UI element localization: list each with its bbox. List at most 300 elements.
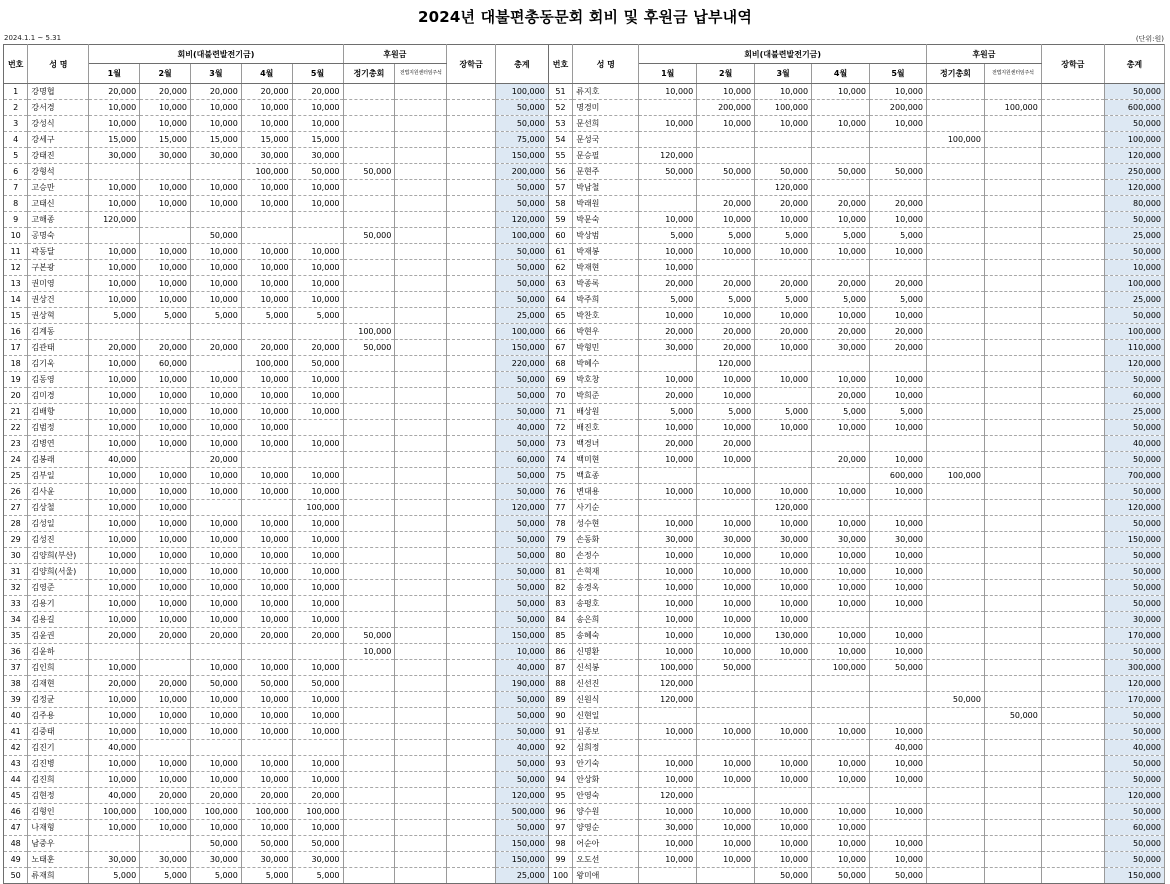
- month-amount: 10,000: [697, 580, 755, 596]
- row-total: 60,000: [1104, 388, 1164, 404]
- member-name: 손동화: [573, 532, 639, 548]
- month-amount: 10,000: [292, 180, 343, 196]
- scholarship-amount: [1041, 628, 1104, 644]
- row-total: 50,000: [495, 260, 548, 276]
- member-name: 박형민: [573, 340, 639, 356]
- row-total: 50,000: [495, 580, 548, 596]
- month-amount: [870, 788, 927, 804]
- month-amount: [870, 148, 927, 164]
- scholarship-amount: [447, 548, 496, 564]
- row-total: 50,000: [1104, 724, 1164, 740]
- scholarship-amount: [447, 484, 496, 500]
- month-amount: [89, 324, 140, 340]
- center-donation: [984, 852, 1041, 868]
- center-donation: [984, 132, 1041, 148]
- month-amount: [697, 260, 755, 276]
- center-donation: [395, 596, 447, 612]
- month-amount: [812, 612, 870, 628]
- month-amount: 100,000: [241, 356, 292, 372]
- center-donation: [984, 660, 1041, 676]
- center-donation: [984, 468, 1041, 484]
- center-donation: [395, 292, 447, 308]
- scholarship-amount: [1041, 180, 1104, 196]
- month-amount: 5,000: [870, 292, 927, 308]
- month-amount: 20,000: [812, 452, 870, 468]
- member-name: 안상화: [573, 772, 639, 788]
- month-amount: [812, 692, 870, 708]
- month-amount: 120,000: [755, 500, 812, 516]
- month-amount: 10,000: [697, 756, 755, 772]
- row-total: 25,000: [1104, 228, 1164, 244]
- center-donation: [395, 148, 447, 164]
- scholarship-amount: [447, 196, 496, 212]
- month-amount: 50,000: [191, 836, 242, 852]
- regular-donation: [343, 612, 395, 628]
- month-amount: [755, 260, 812, 276]
- month-amount: 5,000: [697, 404, 755, 420]
- month-amount: 130,000: [755, 628, 812, 644]
- month-amount: 10,000: [140, 580, 191, 596]
- month-amount: 30,000: [870, 532, 927, 548]
- month-amount: 10,000: [140, 692, 191, 708]
- month-amount: 10,000: [89, 500, 140, 516]
- row-total: 150,000: [1104, 532, 1164, 548]
- row-number: 19: [4, 372, 28, 388]
- month-amount: 10,000: [639, 308, 697, 324]
- scholarship-amount: [447, 708, 496, 724]
- center-donation: [395, 852, 447, 868]
- month-amount: 30,000: [241, 148, 292, 164]
- center-donation: [984, 532, 1041, 548]
- month-amount: 10,000: [697, 420, 755, 436]
- row-number: 93: [548, 756, 572, 772]
- month-amount: 10,000: [639, 644, 697, 660]
- row-total: 50,000: [1104, 836, 1164, 852]
- month-amount: 10,000: [870, 836, 927, 852]
- regular-donation: [343, 356, 395, 372]
- center-donation: [984, 148, 1041, 164]
- row-total: 100,000: [1104, 324, 1164, 340]
- header-scholarship: 장학금: [1041, 45, 1104, 84]
- scholarship-amount: [447, 580, 496, 596]
- month-amount: 10,000: [241, 196, 292, 212]
- month-amount: 100,000: [755, 100, 812, 116]
- row-total: 50,000: [495, 372, 548, 388]
- regular-donation: [926, 580, 984, 596]
- regular-donation: 50,000: [926, 692, 984, 708]
- month-amount: 5,000: [191, 308, 242, 324]
- row-total: 50,000: [495, 564, 548, 580]
- month-amount: 10,000: [755, 612, 812, 628]
- table-row: [4, 564, 1165, 580]
- regular-donation: 50,000: [343, 228, 395, 244]
- member-name: 나재형: [28, 820, 89, 836]
- header-dues: 회비(대불련발전기금): [639, 45, 927, 64]
- scholarship-amount: [447, 500, 496, 516]
- member-name: 김사윤: [28, 484, 89, 500]
- row-number: 33: [4, 596, 28, 612]
- regular-donation: [343, 388, 395, 404]
- scholarship-amount: [447, 148, 496, 164]
- row-total: 50,000: [1104, 644, 1164, 660]
- month-amount: 10,000: [755, 564, 812, 580]
- header-month: 1월: [639, 64, 697, 84]
- scholarship-amount: [1041, 836, 1104, 852]
- header-name: 성 명: [573, 45, 639, 84]
- month-amount: 5,000: [292, 868, 343, 884]
- month-amount: 10,000: [89, 708, 140, 724]
- month-amount: 5,000: [755, 404, 812, 420]
- scholarship-amount: [447, 324, 496, 340]
- month-amount: 10,000: [140, 612, 191, 628]
- center-donation: [395, 820, 447, 836]
- row-total: 50,000: [495, 292, 548, 308]
- row-total: 10,000: [495, 644, 548, 660]
- member-name: 송혜숙: [573, 628, 639, 644]
- row-number: 86: [548, 644, 572, 660]
- month-amount: 20,000: [89, 84, 140, 100]
- row-number: 13: [4, 276, 28, 292]
- month-amount: 10,000: [89, 724, 140, 740]
- regular-donation: 50,000: [343, 628, 395, 644]
- row-total: 50,000: [495, 404, 548, 420]
- row-total: 50,000: [1104, 116, 1164, 132]
- month-amount: 10,000: [870, 420, 927, 436]
- scholarship-amount: [1041, 84, 1104, 100]
- month-amount: 10,000: [755, 516, 812, 532]
- regular-donation: 10,000: [343, 644, 395, 660]
- month-amount: 10,000: [639, 596, 697, 612]
- month-amount: 120,000: [89, 212, 140, 228]
- member-name: 김기욱: [28, 356, 89, 372]
- scholarship-amount: [447, 676, 496, 692]
- center-donation: [395, 660, 447, 676]
- scholarship-amount: [1041, 324, 1104, 340]
- month-amount: 10,000: [697, 212, 755, 228]
- row-number: 11: [4, 244, 28, 260]
- row-total: 300,000: [1104, 660, 1164, 676]
- month-amount: 10,000: [812, 244, 870, 260]
- row-total: 50,000: [1104, 564, 1164, 580]
- month-amount: 20,000: [292, 340, 343, 356]
- member-name: 신현일: [573, 708, 639, 724]
- regular-donation: [926, 212, 984, 228]
- month-amount: 10,000: [140, 756, 191, 772]
- month-amount: 10,000: [812, 484, 870, 500]
- member-name: 김용길: [28, 612, 89, 628]
- row-number: 23: [4, 436, 28, 452]
- month-amount: 10,000: [870, 724, 927, 740]
- regular-donation: [343, 212, 395, 228]
- month-amount: 10,000: [755, 596, 812, 612]
- month-amount: 50,000: [870, 164, 927, 180]
- member-name: 송평호: [573, 596, 639, 612]
- row-number: 12: [4, 260, 28, 276]
- row-number: 48: [4, 836, 28, 852]
- row-number: 15: [4, 308, 28, 324]
- row-number: 54: [548, 132, 572, 148]
- month-amount: 10,000: [697, 804, 755, 820]
- month-amount: [697, 788, 755, 804]
- month-amount: [639, 468, 697, 484]
- scholarship-amount: [447, 868, 496, 884]
- center-donation: [984, 116, 1041, 132]
- table-row: [4, 516, 1165, 532]
- scholarship-amount: [1041, 820, 1104, 836]
- month-amount: 10,000: [241, 372, 292, 388]
- row-total: 200,000: [495, 164, 548, 180]
- center-donation: [395, 388, 447, 404]
- regular-donation: [343, 836, 395, 852]
- row-number: 72: [548, 420, 572, 436]
- month-amount: 50,000: [812, 164, 870, 180]
- member-name: 류재희: [28, 868, 89, 884]
- member-name: 신석봉: [573, 660, 639, 676]
- member-name: 심희정: [573, 740, 639, 756]
- center-donation: [984, 420, 1041, 436]
- row-total: 50,000: [495, 724, 548, 740]
- month-amount: 10,000: [241, 820, 292, 836]
- month-amount: 10,000: [639, 628, 697, 644]
- month-amount: 10,000: [697, 388, 755, 404]
- center-donation: [984, 756, 1041, 772]
- row-number: 74: [548, 452, 572, 468]
- month-amount: [812, 468, 870, 484]
- unit-label: (단위:원): [1135, 35, 1164, 43]
- month-amount: 10,000: [191, 580, 242, 596]
- member-name: 송은희: [573, 612, 639, 628]
- month-amount: 120,000: [755, 180, 812, 196]
- row-total: 50,000: [495, 100, 548, 116]
- center-donation: [395, 212, 447, 228]
- month-amount: 10,000: [812, 372, 870, 388]
- month-amount: 10,000: [639, 116, 697, 132]
- row-number: 2: [4, 100, 28, 116]
- table-row: [4, 100, 1165, 116]
- month-amount: [191, 500, 242, 516]
- table-row: [4, 820, 1165, 836]
- scholarship-amount: [1041, 244, 1104, 260]
- row-number: 83: [548, 596, 572, 612]
- month-amount: 10,000: [191, 100, 242, 116]
- row-total: 60,000: [495, 452, 548, 468]
- month-amount: 20,000: [639, 436, 697, 452]
- row-total: 50,000: [1104, 484, 1164, 500]
- month-amount: 15,000: [140, 132, 191, 148]
- center-donation: [395, 196, 447, 212]
- month-amount: 10,000: [292, 548, 343, 564]
- regular-donation: [343, 452, 395, 468]
- month-amount: 10,000: [292, 436, 343, 452]
- row-number: 62: [548, 260, 572, 276]
- row-number: 69: [548, 372, 572, 388]
- month-amount: 20,000: [191, 788, 242, 804]
- month-amount: 10,000: [755, 852, 812, 868]
- month-amount: 10,000: [89, 772, 140, 788]
- header-center: 전법지원센터임주석: [395, 64, 447, 84]
- month-amount: [89, 644, 140, 660]
- month-amount: [870, 708, 927, 724]
- month-amount: [697, 868, 755, 884]
- month-amount: 10,000: [292, 532, 343, 548]
- month-amount: 10,000: [140, 548, 191, 564]
- scholarship-amount: [1041, 148, 1104, 164]
- row-number: 80: [548, 548, 572, 564]
- month-amount: 120,000: [639, 788, 697, 804]
- scholarship-amount: [447, 612, 496, 628]
- month-amount: 10,000: [140, 260, 191, 276]
- month-amount: 10,000: [755, 548, 812, 564]
- row-number: 56: [548, 164, 572, 180]
- member-name: 배진호: [573, 420, 639, 436]
- header-regular: 정기총회: [926, 64, 984, 84]
- member-name: 김인희: [28, 660, 89, 676]
- scholarship-amount: [447, 740, 496, 756]
- center-donation: [984, 804, 1041, 820]
- month-amount: [639, 356, 697, 372]
- row-total: 170,000: [1104, 692, 1164, 708]
- month-amount: 5,000: [191, 868, 242, 884]
- month-amount: 10,000: [697, 372, 755, 388]
- regular-donation: [343, 244, 395, 260]
- regular-donation: [343, 724, 395, 740]
- member-name: 박종록: [573, 276, 639, 292]
- month-amount: 50,000: [870, 660, 927, 676]
- table-row: [4, 84, 1165, 100]
- scholarship-amount: [1041, 436, 1104, 452]
- header-no: 번호: [548, 45, 572, 84]
- month-amount: 10,000: [89, 116, 140, 132]
- month-amount: 30,000: [191, 148, 242, 164]
- center-donation: [984, 676, 1041, 692]
- month-amount: 10,000: [812, 84, 870, 100]
- row-total: 50,000: [1104, 420, 1164, 436]
- scholarship-amount: [447, 228, 496, 244]
- month-amount: 10,000: [191, 196, 242, 212]
- scholarship-amount: [447, 516, 496, 532]
- month-amount: 10,000: [89, 564, 140, 580]
- month-amount: 10,000: [639, 756, 697, 772]
- row-total: 50,000: [1104, 84, 1164, 100]
- month-amount: [812, 180, 870, 196]
- month-amount: 20,000: [241, 628, 292, 644]
- row-total: 50,000: [495, 276, 548, 292]
- scholarship-amount: [447, 116, 496, 132]
- month-amount: 600,000: [870, 468, 927, 484]
- row-total: 700,000: [1104, 468, 1164, 484]
- month-amount: [812, 676, 870, 692]
- month-amount: 200,000: [870, 100, 927, 116]
- regular-donation: [343, 84, 395, 100]
- scholarship-amount: [1041, 452, 1104, 468]
- member-name: 신원식: [573, 692, 639, 708]
- row-total: 25,000: [495, 868, 548, 884]
- month-amount: 10,000: [191, 404, 242, 420]
- scholarship-amount: [1041, 532, 1104, 548]
- table-row: [4, 196, 1165, 212]
- table-row: [4, 468, 1165, 484]
- month-amount: 20,000: [191, 628, 242, 644]
- month-amount: 10,000: [812, 420, 870, 436]
- month-amount: 10,000: [697, 820, 755, 836]
- month-amount: 20,000: [697, 196, 755, 212]
- month-amount: 30,000: [241, 852, 292, 868]
- month-amount: 5,000: [140, 868, 191, 884]
- member-name: 박래원: [573, 196, 639, 212]
- month-amount: 20,000: [870, 196, 927, 212]
- month-amount: 50,000: [755, 868, 812, 884]
- month-amount: 5,000: [241, 868, 292, 884]
- center-donation: [984, 500, 1041, 516]
- month-amount: 10,000: [870, 756, 927, 772]
- scholarship-amount: [447, 820, 496, 836]
- member-name: 고해종: [28, 212, 89, 228]
- scholarship-amount: [1041, 852, 1104, 868]
- month-amount: [191, 212, 242, 228]
- month-amount: 20,000: [812, 388, 870, 404]
- member-name: 권상혁: [28, 308, 89, 324]
- member-name: 남중우: [28, 836, 89, 852]
- member-name: 김진병: [28, 756, 89, 772]
- regular-donation: [926, 260, 984, 276]
- member-name: 김배향: [28, 404, 89, 420]
- table-row: [4, 612, 1165, 628]
- member-name: 공명숙: [28, 228, 89, 244]
- month-amount: 10,000: [191, 244, 242, 260]
- row-number: 36: [4, 644, 28, 660]
- month-amount: 10,000: [140, 468, 191, 484]
- row-total: 50,000: [495, 196, 548, 212]
- month-amount: 10,000: [870, 84, 927, 100]
- month-amount: 10,000: [89, 612, 140, 628]
- row-number: 31: [4, 564, 28, 580]
- row-total: 50,000: [495, 612, 548, 628]
- row-number: 91: [548, 724, 572, 740]
- member-name: 김윤하: [28, 644, 89, 660]
- row-number: 77: [548, 500, 572, 516]
- month-amount: 40,000: [89, 740, 140, 756]
- month-amount: [697, 132, 755, 148]
- table-row: [4, 580, 1165, 596]
- header-month: 5월: [292, 64, 343, 84]
- center-donation: [395, 692, 447, 708]
- member-name: 김동영: [28, 372, 89, 388]
- month-amount: [755, 388, 812, 404]
- scholarship-amount: [447, 100, 496, 116]
- row-total: 150,000: [1104, 868, 1164, 884]
- row-number: 98: [548, 836, 572, 852]
- regular-donation: [926, 100, 984, 116]
- month-amount: 200,000: [697, 100, 755, 116]
- row-number: 75: [548, 468, 572, 484]
- month-amount: [870, 180, 927, 196]
- member-name: 변대용: [573, 484, 639, 500]
- month-amount: 10,000: [812, 628, 870, 644]
- center-donation: [984, 644, 1041, 660]
- regular-donation: [926, 548, 984, 564]
- row-total: 50,000: [495, 772, 548, 788]
- regular-donation: [926, 660, 984, 676]
- month-amount: 10,000: [140, 388, 191, 404]
- month-amount: 10,000: [292, 692, 343, 708]
- row-total: 75,000: [495, 132, 548, 148]
- month-amount: 100,000: [292, 500, 343, 516]
- row-number: 90: [548, 708, 572, 724]
- center-donation: [395, 180, 447, 196]
- member-name: 김범정: [28, 420, 89, 436]
- month-amount: 10,000: [755, 420, 812, 436]
- regular-donation: [343, 372, 395, 388]
